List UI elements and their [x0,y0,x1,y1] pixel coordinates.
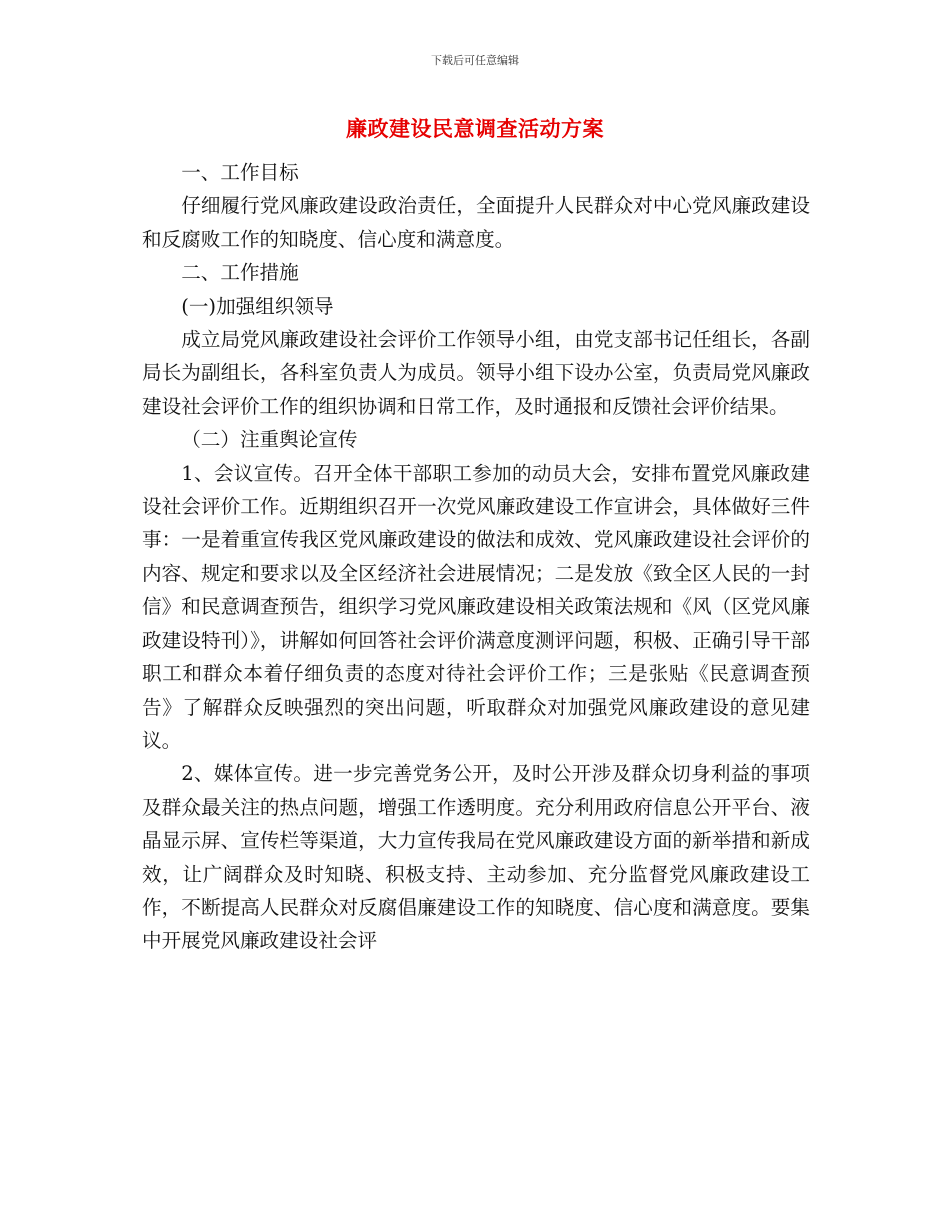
header-note: 下载后可任意编辑 [431,54,519,67]
paragraph-organization: 成立局党风廉政建设社会评价工作领导小组，由党支部书记任组长，各副局长为副组长，各科室负责人为成员。领导小组下设办公室，负责局党风廉政建设社会评价工作的组织协调和日常工作，及时通报和反馈社会评价结果。 [142,328,810,418]
subheading-organization: (一)加强组织领导 [181,294,334,318]
document-title: 廉政建设民意调查活动方案 [346,117,604,141]
document-body [142,156,810,958]
subheading-publicity: （二）注重舆论宣传 [181,428,358,452]
paragraph-media-publicity: 2、媒体宣传。进一步完善党务公开，及时公开涉及群众切身利益的事项及群众最关注的热点问题，增强工作透明度。充分利用政府信息公开平台、液晶显示屏、宣传栏等渠道，大力宣传我局在党风廉政建设方面的新举措和新成效，让广阔群众及时知晓、积极支持、主动参加、充分监督党风廉政建设工作，不断提高人民群众对反腐倡廉建设工作的知晓度、信心度和满意度。要集中开展党风廉政建设社会评 [142,762,810,953]
paragraph-goal: 仔细履行党风廉政建设政治责任，全面提升人民群众对中心党风廉政建设和反腐败工作的知晓度、信心度和满意度。 [142,194,810,251]
section-heading-goal: 一、工作目标 [181,161,299,184]
paragraph-meeting-publicity: 1、会议宣传。召开全体干部职工参加的动员大会，安排布置党风廉政建设社会评价工作。近期组织召开一次党风廉政建设工作宣讲会，具体做好三件事：一是着重宣传我区党风廉政建设的做法和成效、党风廉政建设社会评价的内容、规定和要求以及全区经济社会进展情况；二是发放《致全区人民的一封信》和民意调查预告，组织学习党风廉政建设相关政策法规和《风（区党风廉政建设特刊）》，讲解如何回答社会评价满意度测评问题，积极、正确引导干部职工和群众本着仔细负责的态度对待社会评价工作；三是张贴《民意调查预告》了解群众反映强烈的突出问题，听取群众对加强党风廉政建设的意见建议。 [142,461,810,752]
section-heading-measures: 二、工作措施 [181,261,299,285]
